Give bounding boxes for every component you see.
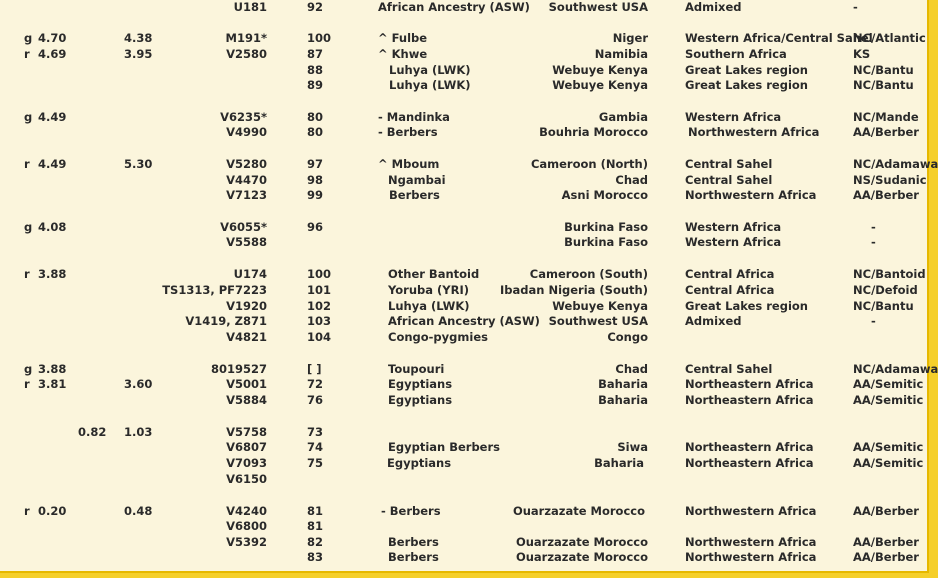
cell-number: 81 (307, 519, 324, 533)
cell-language: NC/Bantu (853, 299, 914, 313)
cell-marker-id: M191* (225, 31, 267, 45)
table-row (0, 266, 927, 282)
cell-population: Egyptians (387, 456, 452, 470)
cell-location: Ouarzazate Morocco (512, 504, 645, 518)
cell-location: Webuye Kenya (552, 78, 648, 92)
cell-language: AA/Berber (853, 188, 919, 202)
cell-flag: g (24, 31, 33, 45)
cell-location: Burkina Faso (564, 235, 648, 249)
cell-region: Western Africa (685, 220, 782, 234)
cell-population: Berbers (388, 550, 439, 564)
cell-value-1: 3.88 (38, 362, 67, 376)
cell-region: Great Lakes region (685, 63, 808, 77)
cell-number: 104 (307, 330, 332, 344)
table-row (0, 503, 927, 519)
cell-flag: r (24, 47, 30, 61)
cell-language: - (853, 0, 858, 14)
cell-region: Central Sahel (685, 157, 773, 171)
cell-marker-id: V6235* (220, 110, 267, 124)
table-row (0, 329, 927, 345)
cell-location: Niger (612, 31, 648, 45)
cell-marker-id: TS1313, PF7223 (162, 283, 267, 297)
cell-location: Baharia (598, 377, 648, 391)
cell-population: Egyptian Berbers (388, 440, 500, 454)
cell-number: 89 (307, 78, 324, 92)
cell-location: Bouhria Morocco (539, 125, 648, 139)
table-row (0, 234, 927, 250)
table-row (0, 518, 927, 534)
cell-language: AA/Semitic (853, 377, 924, 391)
cell-location: Southwest USA (548, 0, 648, 14)
cell-language: AA/Berber (853, 125, 919, 139)
cell-language: KS (853, 47, 871, 61)
cell-language: NC/Atlantic (853, 31, 926, 45)
cell-marker-id: V1419, Z871 (185, 314, 267, 328)
cell-marker-id: V5392 (226, 535, 267, 549)
table-row (0, 46, 927, 62)
cell-region: Admixed (685, 0, 742, 14)
cell-number: 83 (307, 550, 324, 564)
cell-value-1: 3.81 (38, 377, 67, 391)
cell-value-3: 0.48 (124, 504, 153, 518)
cell-marker-id: V7093 (226, 456, 267, 470)
cell-region: Northeastern Africa (685, 377, 814, 391)
cell-region: Central Africa (685, 267, 775, 281)
cell-value-1: 4.49 (38, 110, 67, 124)
cell-marker-id: 8019527 (210, 362, 267, 376)
cell-number: 76 (307, 393, 324, 407)
cell-region: Great Lakes region (685, 78, 808, 92)
cell-number: 82 (307, 535, 324, 549)
cell-language: NC/Mande (853, 110, 919, 124)
cell-language: AA/Berber (853, 535, 919, 549)
cell-number: 100 (307, 267, 332, 281)
table-row (0, 109, 927, 125)
cell-marker-id: U181 (233, 0, 267, 14)
table-row (0, 455, 927, 471)
cell-number: 73 (307, 425, 324, 439)
cell-region: Western Africa (685, 235, 782, 249)
cell-marker-id: V6150 (226, 472, 267, 486)
cell-population: ^ Khwe (378, 47, 428, 61)
table-row (0, 439, 927, 455)
table-row (0, 30, 927, 46)
cell-flag: r (24, 504, 30, 518)
cell-language: NC/Defoid (853, 283, 918, 297)
cell-population: ^ Fulbe (378, 31, 428, 45)
cell-region: Northeastern Africa (685, 393, 814, 407)
cell-region: Central Sahel (685, 362, 773, 376)
cell-population: African Ancestry (ASW) (378, 0, 530, 14)
cell-language: AA/Semitic (853, 440, 924, 454)
cell-population: Luhya (LWK) (389, 63, 471, 77)
cell-region: Northwestern Africa (685, 535, 817, 549)
cell-location: Baharia (598, 393, 648, 407)
cell-value-3: 3.95 (124, 47, 153, 61)
table-row (0, 219, 927, 235)
cell-flag: r (24, 157, 30, 171)
table-row (0, 77, 927, 93)
cell-marker-id: V2580 (226, 47, 267, 61)
cell-location: Congo (607, 330, 648, 344)
cell-region: Southern Africa (685, 47, 787, 61)
cell-location: Gambia (598, 110, 648, 124)
cell-location: Webuye Kenya (552, 299, 648, 313)
cell-region: Western Africa/Central Sahel (685, 31, 873, 45)
cell-marker-id: V5588 (226, 235, 267, 249)
cell-number: 100 (307, 31, 332, 45)
cell-location: Asni Morocco (561, 188, 648, 202)
cell-region: Central Sahel (685, 173, 773, 187)
cell-value-2: 0.82 (78, 425, 107, 439)
cell-value-1: 3.88 (38, 267, 67, 281)
cell-marker-id: V5001 (226, 377, 267, 391)
table-row (0, 549, 927, 565)
cell-marker-id: V6800 (226, 519, 267, 533)
cell-population: Berbers (388, 535, 439, 549)
table-row (0, 361, 938, 377)
cell-number: 87 (307, 47, 324, 61)
cell-marker-id: V4240 (226, 504, 267, 518)
cell-number: [ ] (307, 362, 322, 376)
cell-number: 103 (307, 314, 332, 328)
cell-location: Namibia (594, 47, 648, 61)
cell-value-1: 4.49 (38, 157, 67, 171)
cell-location: Burkina Faso (564, 220, 648, 234)
cell-location: Ouarzazate Morocco (515, 535, 648, 549)
cell-number: 98 (307, 173, 324, 187)
cell-population: Other Bantoid (388, 267, 480, 281)
table-row (0, 187, 927, 203)
table-row (0, 534, 927, 550)
cell-language: AA/Berber (853, 550, 919, 564)
cell-location: Baharia (594, 456, 644, 470)
cell-marker-id: V1920 (226, 299, 267, 313)
cell-population: Luhya (LWK) (389, 78, 471, 92)
cell-flag: g (24, 362, 33, 376)
cell-number: 97 (307, 157, 324, 171)
cell-number: 80 (307, 125, 324, 139)
cell-population: ^ Mboum (378, 157, 440, 171)
cell-marker-id: V5884 (226, 393, 267, 407)
cell-number: 99 (307, 188, 324, 202)
cell-flag: g (24, 110, 33, 124)
cell-language: AA/Semitic (853, 456, 924, 470)
cell-marker-id: U174 (233, 267, 267, 281)
table-row (0, 313, 927, 329)
cell-number: 92 (307, 0, 324, 14)
cell-value-3: 4.38 (124, 31, 153, 45)
cell-language: NC/Bantoid (853, 267, 926, 281)
cell-population: African Ancestry (ASW) (388, 314, 540, 328)
cell-number: 81 (307, 504, 324, 518)
cell-marker-id: V4470 (226, 173, 267, 187)
cell-language: NC/Bantu (853, 63, 914, 77)
cell-location: Cameroon (North) (530, 157, 648, 171)
cell-marker-id: V5758 (226, 425, 267, 439)
cell-language: NS/Sudanic (853, 173, 927, 187)
cell-language: NC/Bantu (853, 78, 914, 92)
table-row (0, 172, 927, 188)
cell-population: - Mandinka (378, 110, 450, 124)
cell-number: 80 (307, 110, 324, 124)
cell-population: Congo-pygmies (388, 330, 488, 344)
table-row (0, 298, 927, 314)
cell-region: Northwestern Africa (685, 188, 817, 202)
cell-marker-id: V7123 (226, 188, 267, 202)
cell-population: Ngambai (388, 173, 446, 187)
cell-location: Chad (615, 362, 648, 376)
cell-region: Northeastern Africa (685, 440, 814, 454)
cell-flag: g (24, 220, 33, 234)
table-row (0, 156, 938, 172)
cell-region: Northwestern Africa (688, 125, 820, 139)
cell-language: AA/Berber (853, 504, 919, 518)
cell-marker-id: V5280 (226, 157, 267, 171)
cell-flag: r (24, 377, 30, 391)
cell-value-3: 1.03 (124, 425, 153, 439)
table-row (0, 282, 927, 298)
cell-value-1: 4.08 (38, 220, 67, 234)
cell-number: 102 (307, 299, 332, 313)
table-row (0, 0, 927, 15)
cell-location: Webuye Kenya (552, 63, 648, 77)
table-row (0, 424, 927, 440)
cell-location: Southwest USA (548, 314, 648, 328)
cell-population: Berbers (389, 188, 440, 202)
cell-region: Great Lakes region (685, 299, 808, 313)
cell-marker-id: V4821 (226, 330, 267, 344)
cell-value-1: 4.69 (38, 47, 67, 61)
table-row (0, 471, 927, 487)
cell-marker-id: V6807 (226, 440, 267, 454)
cell-value-1: 4.70 (38, 31, 67, 45)
cell-language: - (871, 235, 876, 249)
cell-region: Admixed (685, 314, 742, 328)
cell-region: Central Africa (685, 283, 775, 297)
cell-region: Northwestern Africa (685, 504, 817, 518)
cell-value-3: 5.30 (124, 157, 153, 171)
cell-region: Northeastern Africa (685, 456, 814, 470)
cell-value-1: 0.20 (38, 504, 67, 518)
cell-location: Ibadan Nigeria (South) (500, 283, 648, 297)
cell-number: 74 (307, 440, 324, 454)
cell-language: NC/Adamawa (853, 157, 938, 171)
cell-location: Ouarzazate Morocco (515, 550, 648, 564)
cell-location: Chad (615, 173, 648, 187)
cell-population: Egyptians (388, 393, 453, 407)
cell-number: 72 (307, 377, 324, 391)
cell-population: Yoruba (YRI) (388, 283, 469, 297)
cell-number: 88 (307, 63, 324, 77)
cell-population: - Berbers (378, 125, 438, 139)
cell-marker-id: V6055* (220, 220, 267, 234)
cell-number: 96 (307, 220, 324, 234)
cell-population: - Berbers (381, 504, 441, 518)
cell-number: 101 (307, 283, 332, 297)
cell-number: 75 (307, 456, 324, 470)
table-row (0, 376, 927, 392)
cell-language: AA/Semitic (853, 393, 924, 407)
table-row (0, 62, 927, 78)
cell-location: Siwa (617, 440, 648, 454)
cell-language: - (871, 314, 876, 328)
cell-population: Egyptians (388, 377, 453, 391)
cell-population: Luhya (LWK) (388, 299, 470, 313)
cell-location: Cameroon (South) (529, 267, 648, 281)
table-row (0, 124, 927, 140)
cell-region: Western Africa (685, 110, 782, 124)
cell-region: Northwestern Africa (685, 550, 817, 564)
cell-language: NC/Adamawa (853, 362, 938, 376)
cell-language: - (871, 220, 876, 234)
cell-value-3: 3.60 (124, 377, 153, 391)
cell-flag: r (24, 267, 30, 281)
cell-marker-id: V4990 (226, 125, 267, 139)
table-row (0, 392, 927, 408)
cell-population: Toupouri (388, 362, 445, 376)
